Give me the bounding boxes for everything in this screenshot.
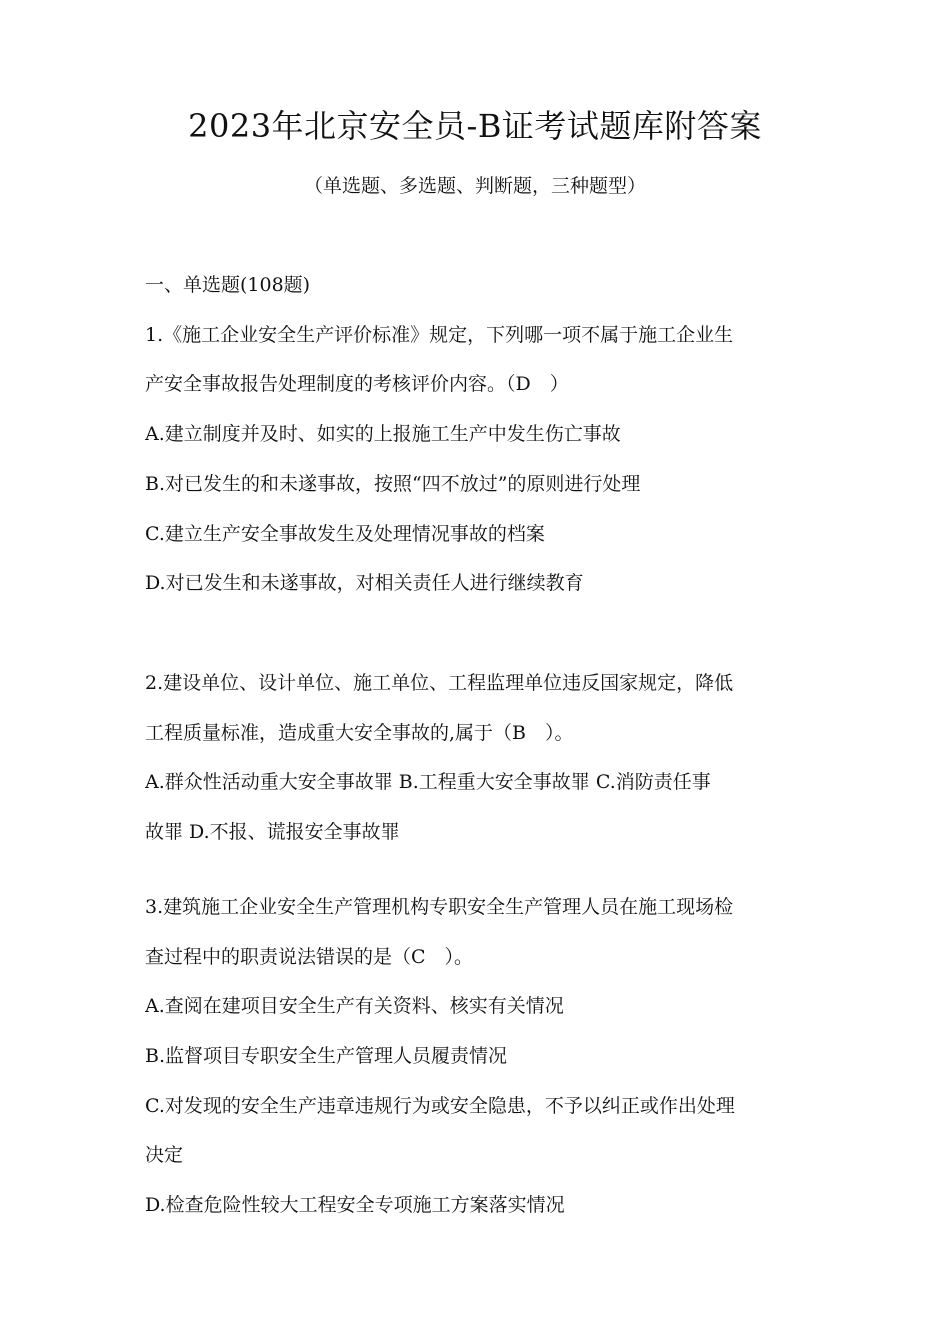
question-3-option-d: D.检查危险性较大工程安全专项施工方案落实情况: [145, 1194, 565, 1216]
question-2-stem-line-1: 2.建设单位、设计单位、施工单位、工程监理单位违反国家规定，降低: [145, 672, 734, 694]
section-heading: 一、单选题(108题): [145, 274, 311, 296]
document-subtitle: （单选题、多选题、判断题，三种题型）: [303, 175, 646, 197]
question-3-stem-line-2: 查过程中的职责说法错误的是（C ）。: [145, 946, 474, 968]
question-3-option-b: B.监督项目专职安全生产管理人员履责情况: [145, 1045, 508, 1067]
question-3-stem-line-1: 3.建筑施工企业安全生产管理机构专职安全生产管理人员在施工现场检: [145, 896, 734, 918]
question-1-option-b: B.对已发生的和未遂事故，按照“四不放过”的原则进行处理: [145, 473, 641, 495]
document-title: 2023年北京安全员-B证考试题库附答案: [188, 107, 762, 145]
question-2-options-line-1: A.群众性活动重大安全事故罪 B.工程重大安全事故罪 C.消防责任事: [145, 771, 711, 793]
question-2-options-line-2: 故罪 D.不报、谎报安全事故罪: [145, 821, 400, 843]
question-1-option-a: A.建立制度并及时、如实的上报施工生产中发生伤亡事故: [145, 423, 621, 445]
question-2-stem-line-2: 工程质量标准，造成重大安全事故的,属于（B ）。: [145, 722, 574, 744]
question-3-option-a: A.查阅在建项目安全生产有关资料、核实有关情况: [145, 995, 564, 1017]
question-1-option-d: D.对已发生和未遂事故，对相关责任人进行继续教育: [145, 572, 584, 594]
question-1-option-c: C.建立生产安全事故发生及处理情况事故的档案: [145, 523, 545, 545]
question-1-stem-line-1: 1.《施工企业安全生产评价标准》规定，下列哪一项不属于施工企业生: [145, 324, 734, 346]
question-1-stem-line-2: 产安全事故报告处理制度的考核评价内容。（D ）: [145, 373, 569, 395]
question-3-option-c-line-1: C.对发现的安全生产违章违规行为或安全隐患，不予以纠正或作出处理: [145, 1095, 735, 1117]
question-3-option-c-line-2: 决定: [145, 1144, 184, 1166]
